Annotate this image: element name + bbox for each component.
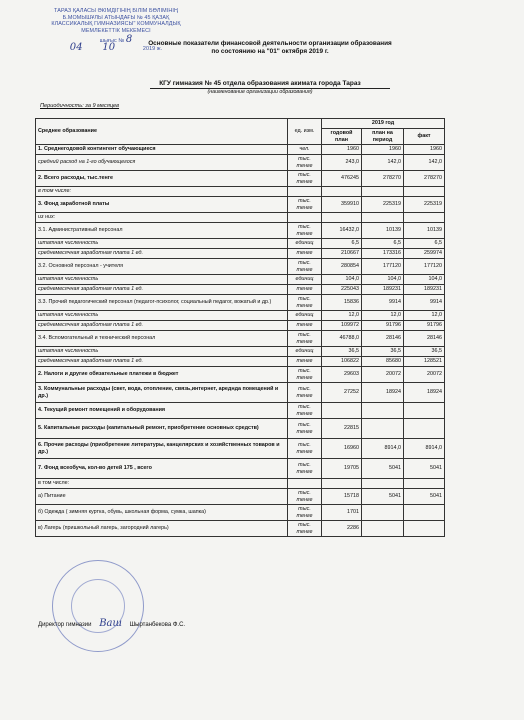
row-fact	[404, 419, 445, 439]
table-row	[36, 285, 445, 295]
header-unit: ед. изм.	[288, 119, 322, 145]
row-annual: 109972	[322, 321, 362, 331]
table-row	[36, 259, 445, 275]
row-period: 12,0	[362, 311, 404, 321]
header-year: 2019 год	[322, 119, 445, 129]
row-label: среднемесячная заработная плата 1 ед.	[36, 321, 288, 331]
row-period	[362, 505, 404, 521]
financial-table	[35, 118, 445, 537]
row-label: из них:	[36, 213, 288, 223]
row-period	[362, 419, 404, 439]
row-annual: 16960	[322, 439, 362, 459]
row-unit: единиц	[288, 347, 322, 357]
row-period: 5041	[362, 489, 404, 505]
row-period	[362, 187, 404, 197]
row-unit: тыс. тенге	[288, 419, 322, 439]
director-name: Шыртанбекова Ф.С.	[129, 622, 186, 628]
row-period: 189231	[362, 285, 404, 295]
row-fact: 28146	[404, 331, 445, 347]
row-fact: 5041	[404, 459, 445, 479]
row-fact: 6,5	[404, 239, 445, 249]
row-fact	[404, 187, 445, 197]
row-period	[362, 479, 404, 489]
row-period: 142,0	[362, 155, 404, 171]
document-date: по состоянию на "01" октября 2019 г.	[211, 48, 329, 55]
row-annual: 1960	[322, 145, 362, 155]
row-label: 1. Среднегодовой контингент обучающиеся	[36, 145, 288, 155]
row-fact: 5041	[404, 489, 445, 505]
table-row	[36, 197, 445, 213]
row-period: 5041	[362, 459, 404, 479]
row-unit: тыс. тенге	[288, 367, 322, 383]
stamp-date-day: 04	[69, 41, 83, 53]
row-fact: 18924	[404, 383, 445, 403]
row-label: штатная численность	[36, 275, 288, 285]
table-row	[36, 403, 445, 419]
row-period: 1960	[362, 145, 404, 155]
row-unit: тыс. тенге	[288, 259, 322, 275]
row-unit: тыс. тенге	[288, 223, 322, 239]
row-fact: 1960	[404, 145, 445, 155]
row-fact	[404, 213, 445, 223]
row-annual: 46788,0	[322, 331, 362, 347]
row-fact: 189231	[404, 285, 445, 295]
document-title: Основные показатели финансовой деятельности организации образования	[148, 40, 392, 47]
table-row	[36, 187, 445, 197]
stamp-date-month: 10	[102, 41, 116, 53]
row-unit: тыс. тенге	[288, 331, 322, 347]
table-row	[36, 367, 445, 383]
row-fact: 9914	[404, 295, 445, 311]
row-period: 91796	[362, 321, 404, 331]
table-row	[36, 239, 445, 249]
row-fact	[404, 521, 445, 537]
row-unit: единиц	[288, 311, 322, 321]
row-unit: тыс. тенге	[288, 197, 322, 213]
table-row	[36, 213, 445, 223]
row-fact: 10139	[404, 223, 445, 239]
row-period: 36,5	[362, 347, 404, 357]
table-row	[36, 521, 445, 537]
row-annual: 106822	[322, 357, 362, 367]
row-fact: 12,0	[404, 311, 445, 321]
row-period: 28146	[362, 331, 404, 347]
stamp-reg-prefix: шығыс №	[99, 38, 125, 45]
row-unit	[288, 479, 322, 489]
official-seal	[52, 560, 144, 652]
row-label: 6. Прочие расходы (приобретение литературы, канцелярских и хозяйственных товаров и др.)	[36, 439, 288, 459]
row-period: 173316	[362, 249, 404, 259]
row-fact: 177120	[404, 259, 445, 275]
row-period	[362, 403, 404, 419]
row-fact: 8914,0	[404, 439, 445, 459]
row-fact: 278270	[404, 171, 445, 187]
table-row	[36, 347, 445, 357]
row-unit: тыс. тенге	[288, 439, 322, 459]
row-annual: 36,5	[322, 347, 362, 357]
row-period	[362, 213, 404, 223]
table-header-row	[36, 119, 445, 129]
row-unit: единиц	[288, 275, 322, 285]
row-unit: тыс. тенге	[288, 403, 322, 419]
table-row	[36, 459, 445, 479]
row-period: 6,5	[362, 239, 404, 249]
row-unit: тенге	[288, 285, 322, 295]
row-annual: 16432,0	[322, 223, 362, 239]
table-row	[36, 295, 445, 311]
header-fact: факт	[404, 129, 445, 145]
director-signature: Ваш	[99, 618, 122, 629]
stamp-reg-number: 8	[125, 34, 133, 46]
row-label: 3. Фонд заработной платы	[36, 197, 288, 213]
row-label: штатная численность	[36, 239, 288, 249]
row-label: в) Лагерь (пришкольный лагерь, загородний лагерь)	[36, 521, 288, 537]
row-annual	[322, 403, 362, 419]
row-period: 8914,0	[362, 439, 404, 459]
row-unit	[288, 213, 322, 223]
row-fact: 91796	[404, 321, 445, 331]
row-fact: 142,0	[404, 155, 445, 171]
stamp-date-year: 2019 ж.	[142, 45, 163, 52]
row-annual: 280854	[322, 259, 362, 275]
row-unit: тыс. тенге	[288, 489, 322, 505]
row-unit: тыс. тенге	[288, 383, 322, 403]
row-fact	[404, 479, 445, 489]
row-annual: 225043	[322, 285, 362, 295]
row-annual: 104,0	[322, 275, 362, 285]
table-row	[36, 505, 445, 521]
table-row	[36, 171, 445, 187]
row-annual: 1701	[322, 505, 362, 521]
row-fact: 128521	[404, 357, 445, 367]
row-annual: 359910	[322, 197, 362, 213]
table-row	[36, 479, 445, 489]
row-fact: 20072	[404, 367, 445, 383]
table-row	[36, 223, 445, 239]
row-label: 4. Текущий ремонт помещений и оборудования	[36, 403, 288, 419]
director-label: Директор гимназии	[38, 622, 92, 628]
row-unit: тыс. тенге	[288, 295, 322, 311]
row-period: 278270	[362, 171, 404, 187]
row-unit: тыс. тенге	[288, 505, 322, 521]
stamp-line: МЕМЛЕКЕТТІК МЕКЕМЕСІ	[81, 27, 151, 34]
row-label: 7. Фонд всеобуча, кол-во детей 175 , всего	[36, 459, 288, 479]
table-row	[36, 155, 445, 171]
signature-block	[38, 618, 185, 629]
row-period: 177120	[362, 259, 404, 275]
row-annual: 22815	[322, 419, 362, 439]
row-label: штатная численность	[36, 311, 288, 321]
row-annual	[322, 479, 362, 489]
table-row	[36, 145, 445, 155]
row-label: 3.3. Прочий педагогический персонал (педагог-психолог, социальный педагог, вожатый и др.)	[36, 295, 288, 311]
organization-caption: (наименование организации образования)	[207, 89, 313, 95]
table-row	[36, 331, 445, 347]
row-fact: 36,5	[404, 347, 445, 357]
row-label: б) Одежда ( зимняя куртка, обувь, школьная форма, сумка, шапка)	[36, 505, 288, 521]
periodicity: Периодичность: за 9 месяцев	[40, 103, 120, 109]
table-row	[36, 383, 445, 403]
row-period: 18924	[362, 383, 404, 403]
row-period	[362, 521, 404, 537]
row-unit: чел.	[288, 145, 322, 155]
row-period: 225319	[362, 197, 404, 213]
row-annual	[322, 213, 362, 223]
row-annual: 210667	[322, 249, 362, 259]
row-period: 104,0	[362, 275, 404, 285]
row-annual: 476245	[322, 171, 362, 187]
row-fact: 225319	[404, 197, 445, 213]
row-annual: 15718	[322, 489, 362, 505]
row-unit: тенге	[288, 249, 322, 259]
row-label: 3. Коммунальные расходы (свет, вода, отопление, связь,интернет, аредндa помещений и др.)	[36, 383, 288, 403]
row-unit	[288, 187, 322, 197]
organization-name: КГУ гимназия № 45 отдела образования акимата города Тараз	[159, 80, 361, 87]
row-annual: 6,5	[322, 239, 362, 249]
row-label: в том числе:	[36, 479, 288, 489]
table-row	[36, 321, 445, 331]
row-period: 20072	[362, 367, 404, 383]
stamp-line: Б.МОМЫШҰЛЫ АТЫНДАҒЫ № 45 ҚАЗАҚ	[62, 14, 170, 21]
row-label: 3.2. Основной персонал - учителя	[36, 259, 288, 275]
row-unit: тенге	[288, 357, 322, 367]
row-fact	[404, 403, 445, 419]
row-unit: тыс. тенге	[288, 171, 322, 187]
row-period: 85680	[362, 357, 404, 367]
table-row	[36, 249, 445, 259]
stamp-line: ТАРАЗ ҚАЛАСЫ ӘКІМДІГІНІҢ БІЛІМ БӨЛІМІНІҢ	[54, 8, 178, 14]
row-unit: тенге	[288, 321, 322, 331]
row-label: 3.1. Административный персонал	[36, 223, 288, 239]
table-row	[36, 275, 445, 285]
row-unit: единиц	[288, 239, 322, 249]
row-label: штатная численность	[36, 347, 288, 357]
row-period: 9914	[362, 295, 404, 311]
row-label: средний расход на 1-го обучающегося	[36, 155, 288, 171]
row-annual: 27252	[322, 383, 362, 403]
table-row	[36, 489, 445, 505]
row-label: 3.4. Вспомогательный и технический персонал	[36, 331, 288, 347]
row-annual: 243,0	[322, 155, 362, 171]
row-annual: 12,0	[322, 311, 362, 321]
row-unit: тыс. тенге	[288, 155, 322, 171]
row-annual: 29603	[322, 367, 362, 383]
row-fact: 259974	[404, 249, 445, 259]
row-label: в том числе:	[36, 187, 288, 197]
row-label: среднемесячная заработная плата 1 ед.	[36, 357, 288, 367]
table-row	[36, 419, 445, 439]
row-unit: тыс. тенге	[288, 521, 322, 537]
row-label: 5. Капитальные расходы (капитальный ремонт, приобретение основных средств)	[36, 419, 288, 439]
row-label: среднемесячная заработная плата 1 ед.	[36, 249, 288, 259]
header-period: план на период	[362, 129, 404, 145]
row-fact	[404, 505, 445, 521]
table-row	[36, 311, 445, 321]
row-annual: 2286	[322, 521, 362, 537]
row-label: среднемесячная заработная плата 1 ед.	[36, 285, 288, 295]
header-name: Среднее образование	[36, 119, 288, 145]
row-annual: 19705	[322, 459, 362, 479]
row-annual	[322, 187, 362, 197]
row-label: 2. Всего расходы, тыс.тенге	[36, 171, 288, 187]
row-fact: 104,0	[404, 275, 445, 285]
header-annual: годовой план	[322, 129, 362, 145]
row-annual: 15836	[322, 295, 362, 311]
row-label: а) Питание	[36, 489, 288, 505]
document-title-block	[120, 40, 420, 56]
row-period: 10139	[362, 223, 404, 239]
row-unit: тыс. тенге	[288, 459, 322, 479]
row-label: 2. Налоги и другие обязательные платежи в бюджет	[36, 367, 288, 383]
table-row	[36, 439, 445, 459]
stamp-line: КЛАССИКАЛЫҚ ГИМНАЗИЯСЫ" КОММУНАЛДЫҚ	[51, 21, 181, 28]
table-row	[36, 357, 445, 367]
